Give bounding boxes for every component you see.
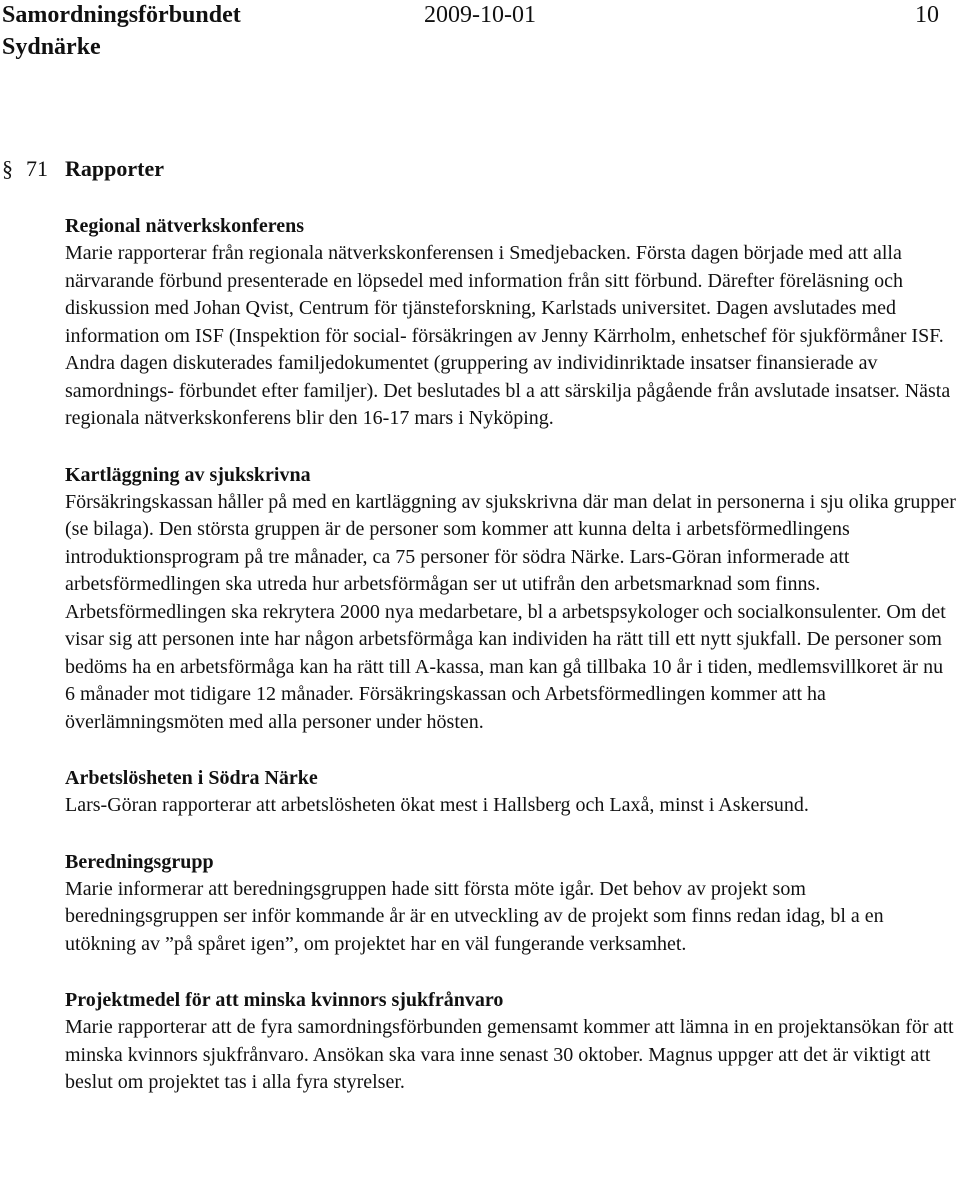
block-preparation-group <box>65 848 957 959</box>
section-symbol: § <box>2 156 13 181</box>
block-title: Regional nätverkskonferens <box>65 215 305 237</box>
page-header <box>0 0 960 70</box>
block-text: Marie rapporterar från regionala nätverkskonferensen i Smedjebacken. Första dagen började med att alla närvarande förbund presenterade en löpsedel med information från sitt förbund. Därefter föreläsning och diskussion med Johan Qvist, Centrum för tjänsteforskning, Karlstads universitet. Dagen avslutades med information om ISF (Inspektion för social- försäkringen av Jenny Kärrholm, enhetschef för sjukförmåner ISF. Andra dagen diskuterades familjedokumentet (gruppering av individinriktade insatser finansierade av samordnings- förbundet efter familjer). Det beslutades bl a att särskilja pågående från avslutade insatser. Nästa regionala nätverkskonferens blir den 16-17 mars i Nyköping. <box>65 242 951 429</box>
spacer <box>65 736 957 764</box>
block-sick-leave-survey <box>65 461 957 737</box>
header-region: Sydnärke <box>2 34 101 60</box>
block-text: Marie rapporterar att de fyra samordningsförbunden gemensamt kommer att lämna in en projektansökan för att minska kvinnors sjukfrånvaro. Ansökan ska vara inne senast 30 oktober. Magnus uppger att det är viktigt att beslut om projektet tas i alla fyra styrelser. <box>65 1016 954 1093</box>
block-unemployment <box>65 764 957 820</box>
block-project-funds <box>65 986 957 1097</box>
block-text: Lars-Göran rapporterar att arbetslösheten ökat mest i Hallsberg och Laxå, minst i Askersund. <box>65 794 809 816</box>
section-title: Rapporter <box>65 156 164 181</box>
header-organization: Samordningsförbundet <box>2 2 241 28</box>
page-number: 10 <box>915 2 939 28</box>
block-title: Arbetslösheten i Södra Närke <box>65 767 318 789</box>
block-regional-network-conference <box>65 212 957 433</box>
block-title: Beredningsgrupp <box>65 850 214 873</box>
section-number: 71 <box>26 156 48 181</box>
block-text: Försäkringskassan håller på med en kartläggning av sjukskrivna där man delat in personerna i sju olika grupper (se bilaga). Den största gruppen är de personer som kommer att kunna delta i arbetsförmedlingens introduktionsprogram på tre månader, ca 75 personer för södra Närke. Lars-Göran informerade att arbetsförmedlingen ska utreda hur arbetsförmågan ser ut utifrån den arbetsmarknad som finns. Arbetsförmedlingen ska rekrytera 2000 nya medarbetare, bl a arbetspsykologer och socialkonsulenter. Om det visar sig att personen inte har någon arbetsförmåga kan individen ha rätt till ett nytt sjukfall. De personer som bedöms ha en arbetsförmåga kan ha rätt till A-kassa, man kan gå tillbaka 10 år i tiden, medlemsvillkoret är nu 6 månader mot tidigare 12 månader. Försäkringskassan och Arbetsförmedlingen kommer att ha överlämningsmöten med alla personer under hösten. <box>65 490 956 733</box>
block-title: Projektmedel för att minska kvinnors sjukfrånvaro <box>65 989 504 1011</box>
spacer <box>65 958 957 986</box>
spacer <box>65 820 957 848</box>
document-body <box>65 212 957 1097</box>
header-date: 2009-10-01 <box>424 2 536 28</box>
block-text: Marie informerar att beredningsgruppen hade sitt första möte igår. Det behov av projekt som beredningsgruppen ser inför kommande år är en utveckling av de projekt som finns redan idag, bl a en utökning av ”på spåret igen”, om projektet har en väl fungerande verksamhet. <box>65 877 884 955</box>
section-heading <box>0 153 960 185</box>
spacer <box>65 433 957 461</box>
block-title: Kartläggning av sjukskrivna <box>65 463 311 486</box>
